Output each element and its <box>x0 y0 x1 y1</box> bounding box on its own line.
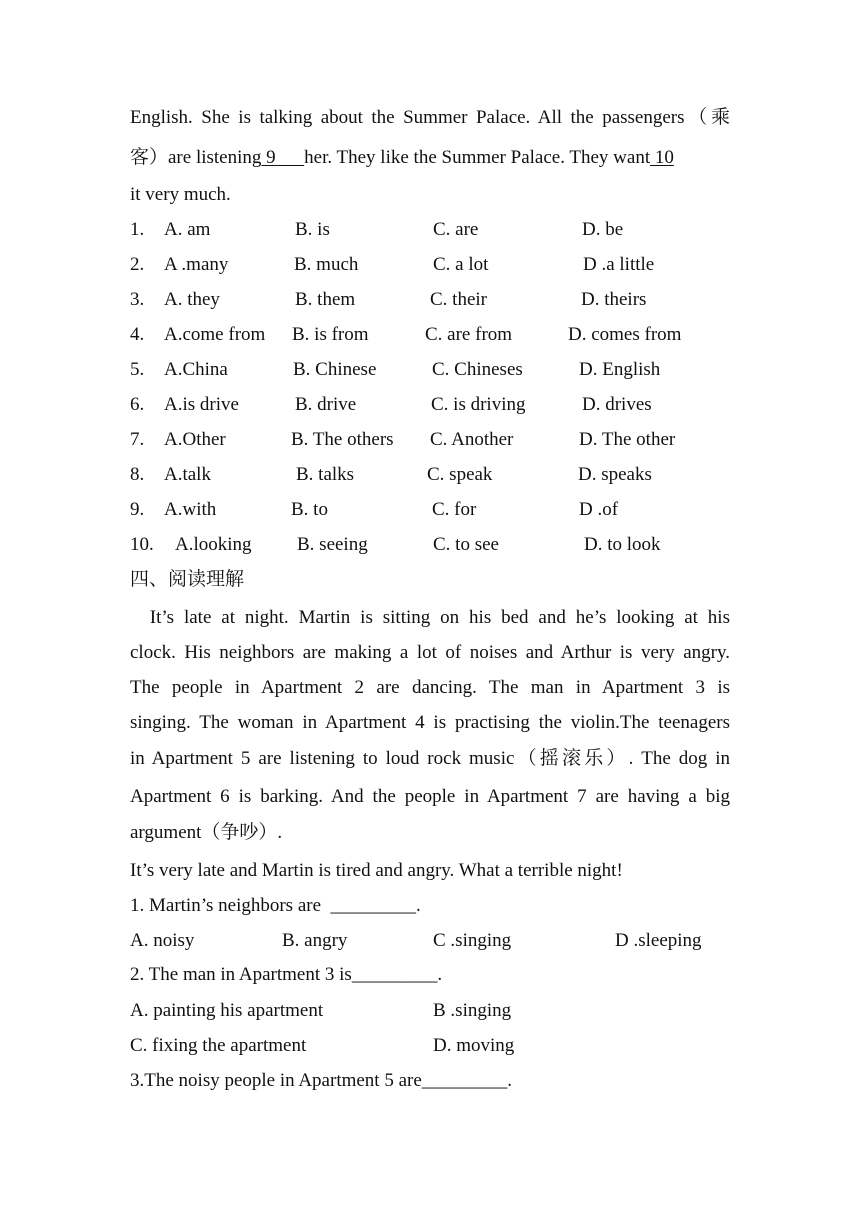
cloze-option-c[interactable]: C. are from <box>425 324 513 345</box>
cloze-option-b[interactable]: B. talks <box>296 464 355 485</box>
cloze-question-number: 9. <box>130 499 145 520</box>
cloze-option-a[interactable]: A .many <box>164 254 229 275</box>
cloze-option-d[interactable]: D. English <box>579 359 661 380</box>
cloze-option-c[interactable]: C. Chineses <box>432 359 523 380</box>
cloze-option-c[interactable]: C. are <box>433 219 479 240</box>
cloze-option-d[interactable]: D. be <box>582 219 624 240</box>
cloze-option-a[interactable]: A. they <box>164 289 220 310</box>
cloze-question-number: 7. <box>130 429 145 450</box>
cloze-option-c[interactable]: C. to see <box>433 534 499 555</box>
q1-option-b[interactable]: B. angry <box>282 930 348 951</box>
cloze-option-a[interactable]: A. am <box>164 219 211 240</box>
section-heading: 四、阅读理解 <box>130 569 245 590</box>
answer-blank[interactable]: _________ <box>330 895 417 916</box>
cloze-option-a[interactable]: A.is drive <box>164 394 239 415</box>
reading-line-8: It’s very late and Martin is tired and angry. What a terrible night! <box>130 860 623 881</box>
reading-line-7: argument（争吵）. <box>130 822 283 843</box>
cloze-question-number: 1. <box>130 219 145 240</box>
q2-option-b[interactable]: B .singing <box>433 1000 512 1021</box>
cloze-option-c[interactable]: C. Another <box>430 429 514 450</box>
reading-text: It’s late at night. Martin is sitting on his bed and he’s looking at his <box>130 607 730 628</box>
question-end: . <box>437 964 443 985</box>
question-stem: 3.The noisy people in Apartment 5 are <box>130 1070 422 1091</box>
answer-blank[interactable]: _________ <box>421 1070 508 1091</box>
q1-option-d[interactable]: D .sleeping <box>615 930 702 951</box>
cloze-option-c[interactable]: C. speak <box>427 464 493 485</box>
reading-line-4 <box>130 711 730 735</box>
cloze-option-b[interactable]: B. The others <box>291 429 394 450</box>
cloze-text: English. She is talking about the Summer Palace. All the passengers（乘 <box>130 107 730 128</box>
question-end: . <box>507 1070 513 1091</box>
cloze-option-c[interactable]: C. for <box>432 499 477 520</box>
question-stem: 2. The man in Apartment 3 is <box>130 964 352 985</box>
q2-option-c[interactable]: C. fixing the apartment <box>130 1035 307 1056</box>
reading-question-3 <box>130 1069 512 1093</box>
cloze-option-d[interactable]: D .a little <box>583 254 655 275</box>
q2-option-a[interactable]: A. painting his apartment <box>130 1000 324 1021</box>
q1-option-c[interactable]: C .singing <box>433 930 512 951</box>
cloze-passage-line-1 <box>130 106 730 130</box>
answer-blank[interactable]: _________ <box>351 964 438 985</box>
cloze-option-b[interactable]: B. much <box>294 254 359 275</box>
cloze-option-b[interactable]: B. them <box>295 289 356 310</box>
cloze-option-c[interactable]: C. is driving <box>431 394 526 415</box>
cloze-question-number: 5. <box>130 359 145 380</box>
cloze-passage-line-2 <box>130 146 730 170</box>
q2-option-d[interactable]: D. moving <box>433 1035 515 1056</box>
cloze-option-b[interactable]: B. drive <box>295 394 357 415</box>
cloze-option-d[interactable]: D. speaks <box>578 464 652 485</box>
cloze-option-d[interactable]: D. theirs <box>581 289 647 310</box>
cloze-option-a[interactable]: A.China <box>164 359 228 380</box>
cloze-text: her. They like the Summer Palace. They want <box>304 147 651 168</box>
blank-9: 9 <box>261 147 305 168</box>
cloze-option-d[interactable]: D. drives <box>582 394 652 415</box>
cloze-question-number: 3. <box>130 289 145 310</box>
cloze-option-b[interactable]: B. is from <box>292 324 369 345</box>
cloze-option-a[interactable]: A.come from <box>164 324 266 345</box>
cloze-option-a[interactable]: A.talk <box>164 464 211 485</box>
cloze-option-d[interactable]: D. to look <box>584 534 661 555</box>
reading-text: singing. The woman in Apartment 4 is practising the violin.The teenagers <box>130 712 730 733</box>
reading-text: The people in Apartment 2 are dancing. The man in Apartment 3 is <box>130 677 730 698</box>
question-end: . <box>416 895 421 916</box>
cloze-option-b[interactable]: B. is <box>295 219 330 240</box>
cloze-option-d[interactable]: D .of <box>579 499 619 520</box>
question-stem: 1. Martin’s neighbors are <box>130 895 326 916</box>
blank-10: 10 <box>650 147 674 168</box>
cloze-option-c[interactable]: C. their <box>430 289 487 310</box>
reading-text: in Apartment 5 are listening to loud rock music（摇滚乐）. The dog in <box>130 748 730 769</box>
cloze-option-c[interactable]: C. a lot <box>433 254 489 275</box>
cloze-option-a[interactable]: A.with <box>164 499 217 520</box>
reading-text: clock. His neighbors are making a lot of noises and Arthur is very angry. <box>130 642 730 663</box>
reading-line-5 <box>130 747 730 771</box>
cloze-passage-line-3: it very much. <box>130 184 231 205</box>
cloze-option-b[interactable]: B. to <box>291 499 328 520</box>
cloze-question-number: 6. <box>130 394 145 415</box>
reading-line-6 <box>130 785 730 809</box>
reading-question-1 <box>130 894 421 918</box>
cloze-question-number: 8. <box>130 464 145 485</box>
reading-line-2 <box>130 641 730 665</box>
q1-option-a[interactable]: A. noisy <box>130 930 195 951</box>
cloze-question-number: 2. <box>130 254 145 275</box>
reading-question-2 <box>130 963 442 987</box>
cloze-option-a[interactable]: A.looking <box>175 534 252 555</box>
cloze-question-number: 4. <box>130 324 145 345</box>
cloze-question-number: 10. <box>130 534 154 555</box>
reading-line-3 <box>130 676 730 700</box>
cloze-option-a[interactable]: A.Other <box>164 429 226 450</box>
cloze-option-b[interactable]: B. Chinese <box>293 359 377 380</box>
cloze-text: 客）are listening <box>130 147 262 168</box>
reading-text: Apartment 6 is barking. And the people in Apartment 7 are having a big <box>130 786 730 807</box>
reading-line-1 <box>130 606 730 630</box>
cloze-option-b[interactable]: B. seeing <box>297 534 368 555</box>
cloze-option-d[interactable]: D. comes from <box>568 324 682 345</box>
cloze-option-d[interactable]: D. The other <box>579 429 676 450</box>
